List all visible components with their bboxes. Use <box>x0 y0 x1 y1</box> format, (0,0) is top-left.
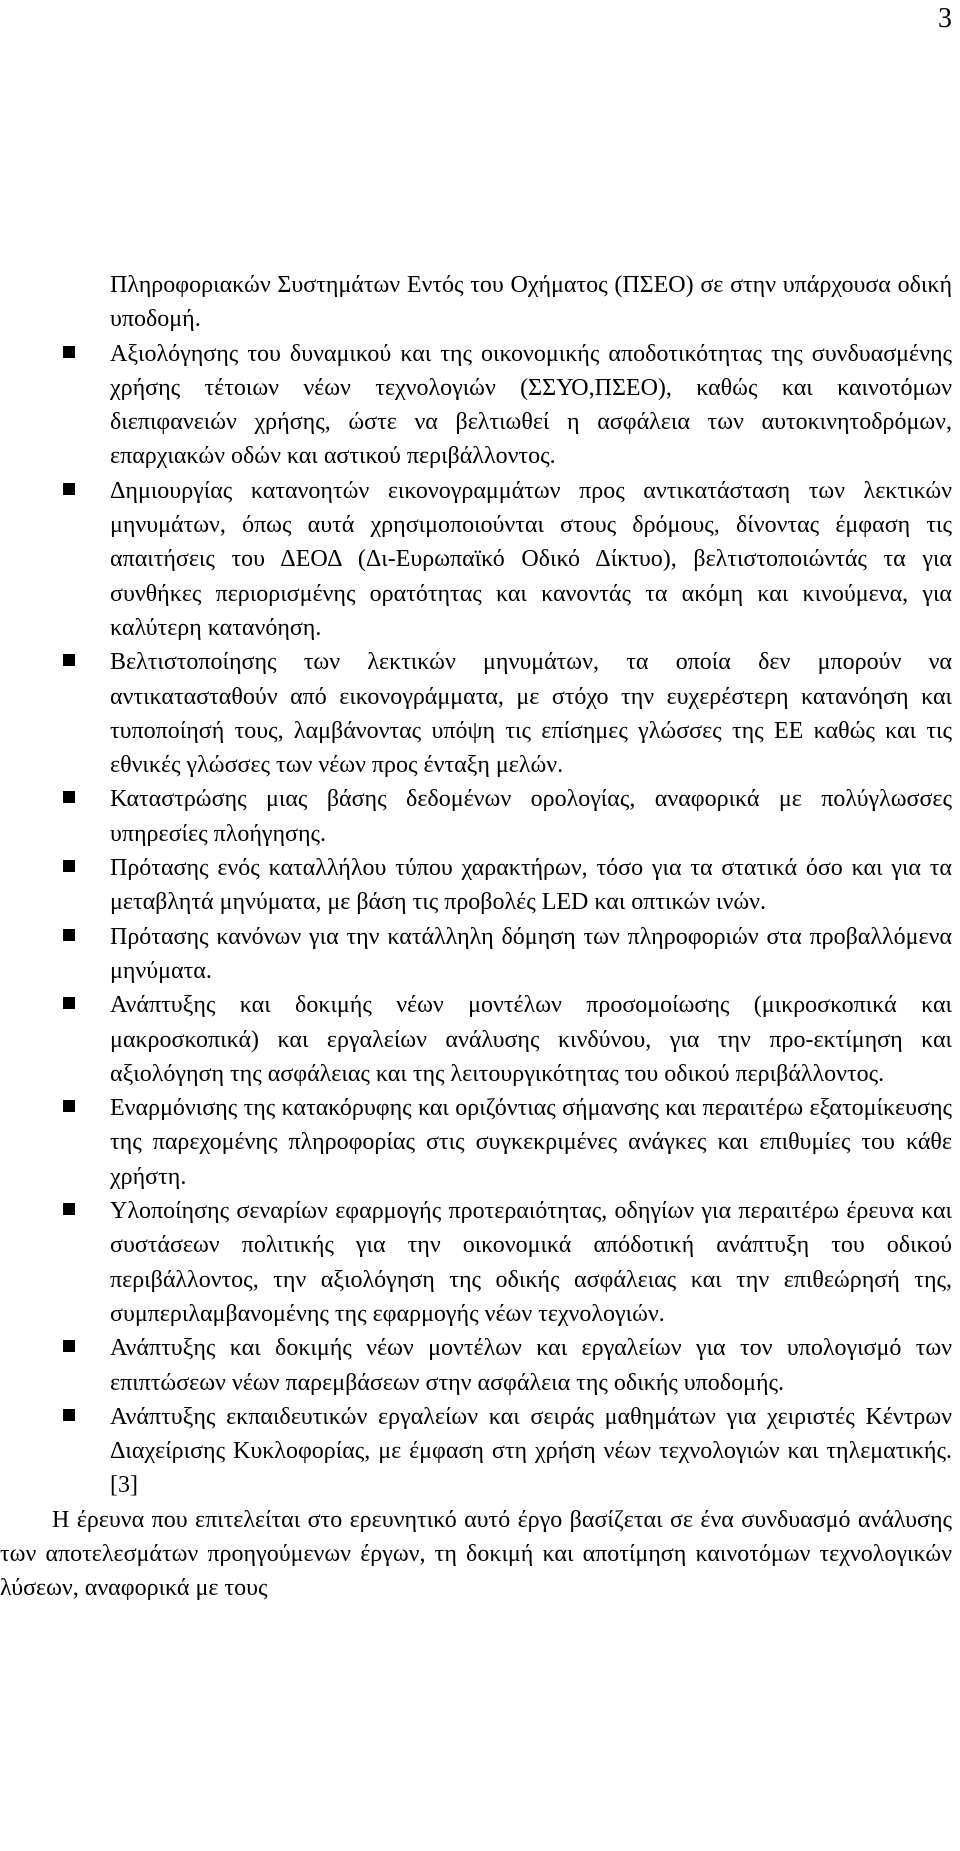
page-number: 3 <box>938 3 952 34</box>
list-item <box>110 1194 952 1331</box>
square-bullet-icon <box>63 791 75 803</box>
closing-paragraph: Η έρευνα που επιτελείται στο ερευνητικό αυτό έργο βασίζεται σε ένα συνδυασμό ανάλυσης των αποτελεσμάτων προηγούμενων έργων, τη δοκιμή και αποτίμηση καινοτόμων τεχνολογικών λύσεων, αναφορικά με τους <box>0 1506 952 1602</box>
list-item-text: Ανάπτυξης και δοκιμής νέων μοντέλων προσομοίωσης (μικροσκοπικά και μακροσκοπικά) και εργαλείων ανάλυσης κινδύνου, για την προ-εκτίμηση και αξιολόγηση της ασφάλειας και της λειτουργικότητας του οδικού περιβάλλοντος. <box>110 992 952 1087</box>
list-item-text: Υλοποίησης σεναρίων εφαρμογής προτεραιότητας, οδηγίων για περαιτέρω έρευνα και συστάσεων πολιτικής για την οικονομικά απόδοτική ανάπτυξη του οδικού περιβάλλοντος, την αξιολόγηση της οδικής ασφάλειας και την επιθεώρησή της, συμπεριλαμβανομένης της εφαρμογής νέων τεχνολογιών. <box>110 1198 952 1327</box>
square-bullet-icon <box>63 1409 75 1421</box>
list-item-text: Βελτιστοποίησης των λεκτικών μηνυμάτων, τα οποία δεν μπορούν να αντικατασταθούν από εικονογράμματα, με στόχο την ευχερέστερη κατανόηση και τυποποίησή τους, λαμβάνοντας υπόψη τις επίσημες γλώσσες της ΕΕ καθώς και τις εθνικές γλώσσες των νέων προς ένταξη μελών. <box>110 649 952 779</box>
list-item <box>110 337 952 474</box>
list-item-text: Αξιολόγησης του δυναμικού και της οικονομικής αποδοτικότητας της συνδυασμένης χρήσης τέτοιων νέων τεχνολογιών (ΣΣΥΟ,ΠΣΕΟ), καθώς και καινοτόμων διεπιφανειών χρήσης, ώστε να βελτιωθεί η ασφάλεια των αυτοκινητοδρόμων, επαρχιακών οδών και αστικού περιβάλλοντος. <box>110 340 952 470</box>
list-item <box>110 1331 952 1400</box>
list-item <box>110 782 952 851</box>
list-item <box>110 1400 952 1503</box>
list-item <box>110 474 952 645</box>
list-item-text: Πρότασης κανόνων για την κατάλληλη δόμηση των πληροφοριών στα προβαλλόμενα μηνύματα. <box>110 923 952 984</box>
square-bullet-icon <box>63 860 75 872</box>
list-item-text: Πρότασης ενός καταλλήλου τύπου χαρακτήρων, τόσο για τα στατικά όσο και για τα μεταβλητά μηνύματα, με βάση τις προβολές LED και οπτικών ινών. <box>110 855 952 916</box>
list-item-text: Ανάπτυξης εκπαιδευτικών εργαλείων και σειράς μαθημάτων για χειριστές Κέντρων Διαχείρισης Κυκλοφορίας, με έμφαση στη χρήση νέων τεχνολογιών και τηλεματικής. [3] <box>110 1403 952 1499</box>
square-bullet-icon <box>63 483 75 495</box>
list-item <box>110 920 952 989</box>
square-bullet-icon <box>63 654 75 666</box>
square-bullet-icon <box>63 1203 75 1215</box>
square-bullet-icon <box>63 929 75 941</box>
list-item <box>110 851 952 920</box>
list-item-text: Δημιουργίας κατανοητών εικονογραμμάτων προς αντικατάσταση των λεκτικών μηνυμάτων, όπως αυτά χρησιμοποιούνται στους δρόμους, δίνοντας έμφαση τις απαιτήσεις του ΔΕΟΔ (Δι-Ευρωπαϊκό Οδικό Δίκτυο), βελτιστοποιώντάς τα για συνθήκες περιορισμένης ορατότητας και κανοντάς τα ακόμη και κινούμενα, για καλύτερη κατανόηση. <box>110 477 952 641</box>
list-item-text: Ανάπτυξης και δοκιμής νέων μοντέλων και εργαλείων για τον υπολογισμό των επιπτώσεων νέων παρεμβάσεων στην ασφάλεια της οδικής υποδομής. <box>110 1335 952 1396</box>
list-item <box>110 1091 952 1194</box>
lead-paragraph: Πληροφοριακών Συστημάτων Εντός του Οχήματος (ΠΣΕΟ) σε στην υπάρχουσα οδική υποδομή. <box>110 272 952 333</box>
square-bullet-icon <box>63 997 75 1009</box>
list-item <box>110 645 952 782</box>
list-item-text: Καταστρώσης μιας βάσης δεδομένων ορολογίας, αναφορικά με πολύγλωσσες υπηρεσίες πλοήγησης. <box>110 786 952 847</box>
square-bullet-icon <box>63 346 75 358</box>
list-item <box>110 988 952 1091</box>
bullet-list <box>0 337 952 1503</box>
square-bullet-icon <box>63 1100 75 1112</box>
document-body <box>0 268 952 1606</box>
list-item-text: Εναρμόνισης της κατακόρυφης και οριζόντιας σήμανσης και περαιτέρω εξατομίκευσης της παρεχομένης πληροφορίας στις συγκεκριμένες ανάγκες και επιθυμίες του κάθε χρήστη. <box>110 1095 952 1190</box>
square-bullet-icon <box>63 1340 75 1352</box>
